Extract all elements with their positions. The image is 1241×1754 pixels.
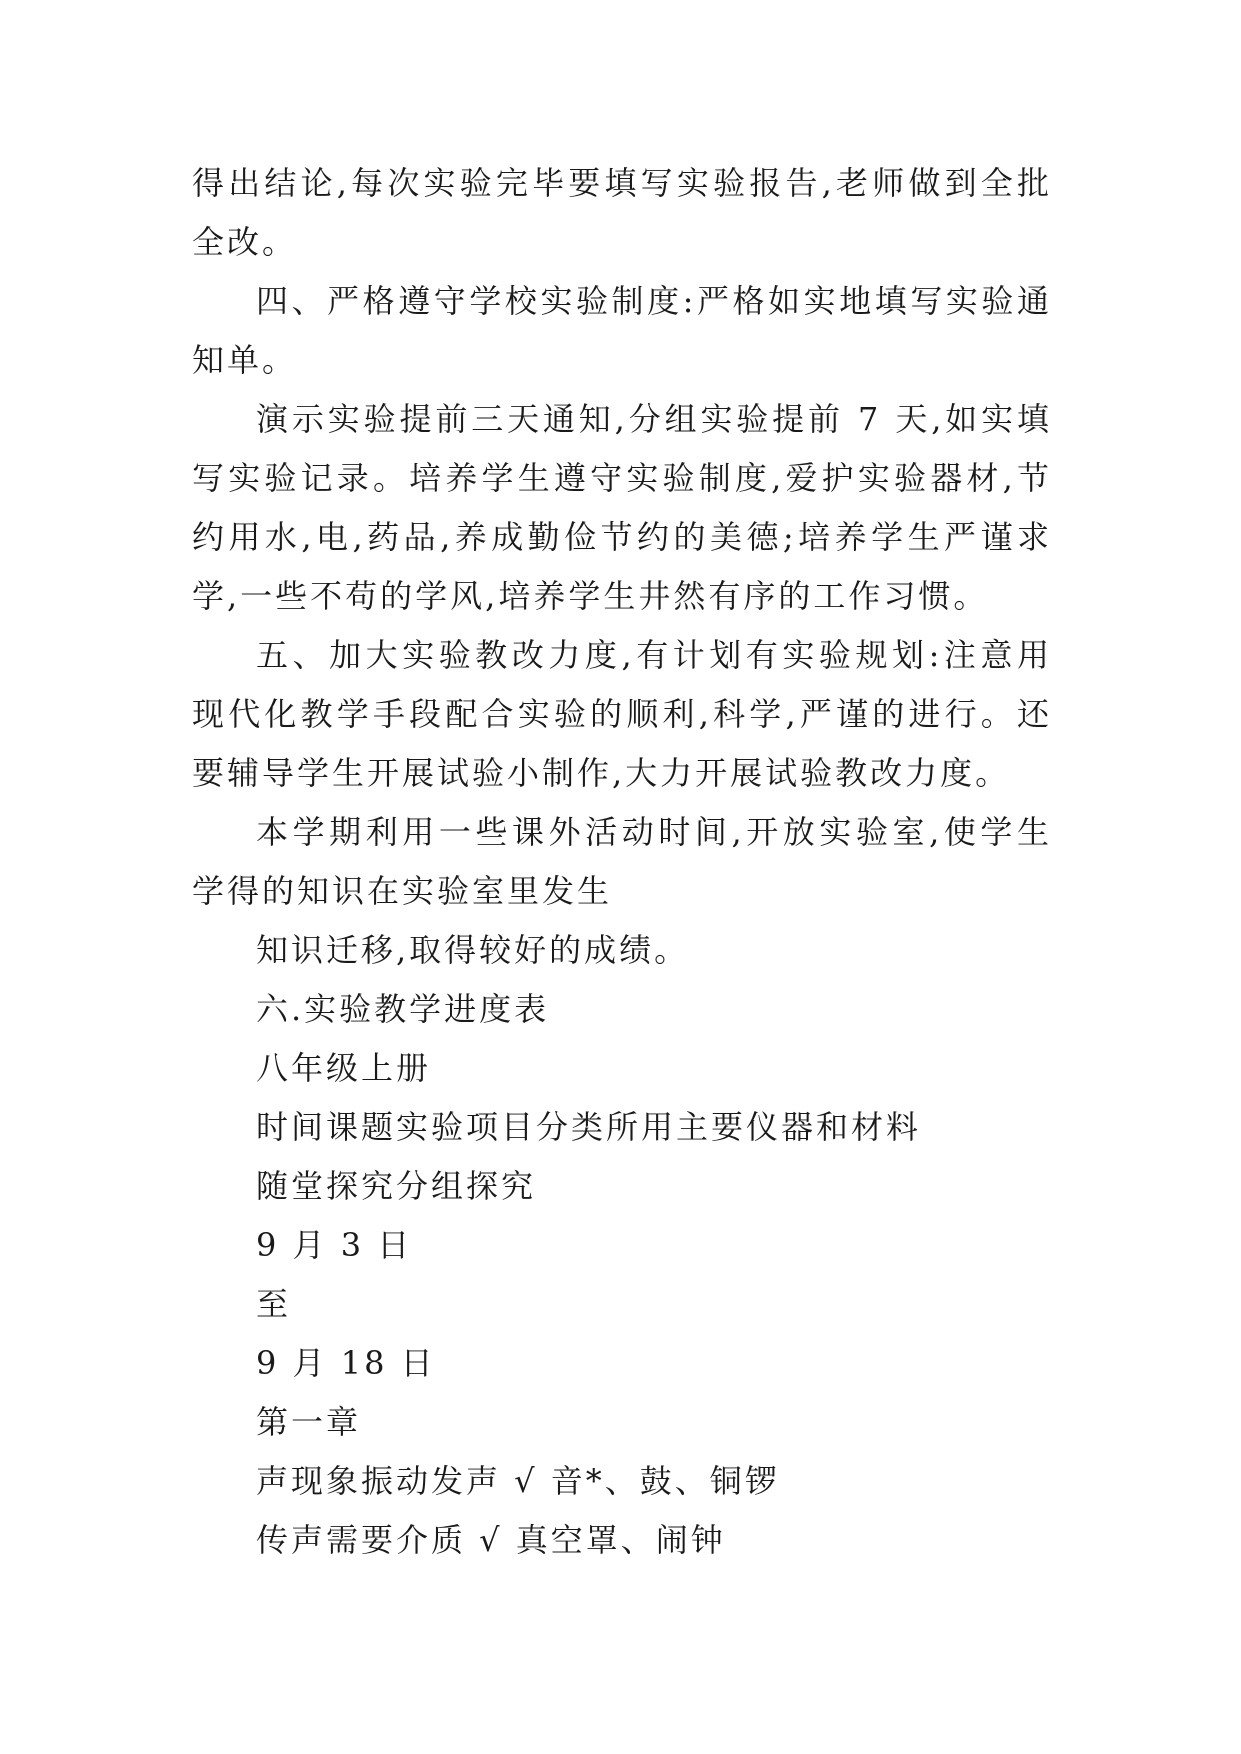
line-chapter-one: 第一章 <box>256 1403 362 1441</box>
paragraph-section-four: 四、严格遵守学校实验制度:严格如实地填写实验通知单。 <box>192 282 1052 379</box>
line-knowledge-transfer: 知识迁移,取得较好的成绩。 <box>256 931 690 969</box>
line-table-header: 时间课题实验项目分类所用主要仪器和材料 <box>256 1108 922 1146</box>
line-grade-volume: 八年级上册 <box>256 1049 432 1087</box>
line-date-to: 至 <box>256 1285 292 1323</box>
paragraph-open-lab: 本学期利用一些课外活动时间,开放实验室,使学生学得的知识在实验室里发生 <box>192 813 1052 910</box>
line-date-end: 9 月 18 日 <box>256 1344 436 1382</box>
document-body <box>192 154 1052 1570</box>
line-date-start: 9 月 3 日 <box>256 1226 413 1264</box>
paragraph-conclusion: 得出结论,每次实验完毕要填写实验报告,老师做到全批全改。 <box>192 164 1052 261</box>
paragraph-section-five: 五、加大实验教改力度,有计划有实验规划:注意用现代化教学手段配合实验的顺利,科学,严谨的进行。还要辅导学生开展试验小制作,大力开展试验教改力度。 <box>192 636 1052 792</box>
line-experiment-medium: 传声需要介质 √ 真空罩、闹钟 <box>256 1521 726 1559</box>
line-section-six-heading: 六.实验教学进度表 <box>256 990 550 1028</box>
line-experiment-vibration: 声现象振动发声 √ 音*、鼓、铜锣 <box>256 1462 780 1500</box>
paragraph-demo-experiments: 演示实验提前三天通知,分组实验提前 7 天,如实填写实验记录。培养学生遵守实验制度,爱护实验器材,节约用水,电,药品,养成勤俭节约的美德;培养学生严谨求学,一些不苟的学风,培养学生井然有序的工作习惯。 <box>192 400 1052 615</box>
line-table-subheader: 随堂探究分组探究 <box>256 1167 537 1205</box>
